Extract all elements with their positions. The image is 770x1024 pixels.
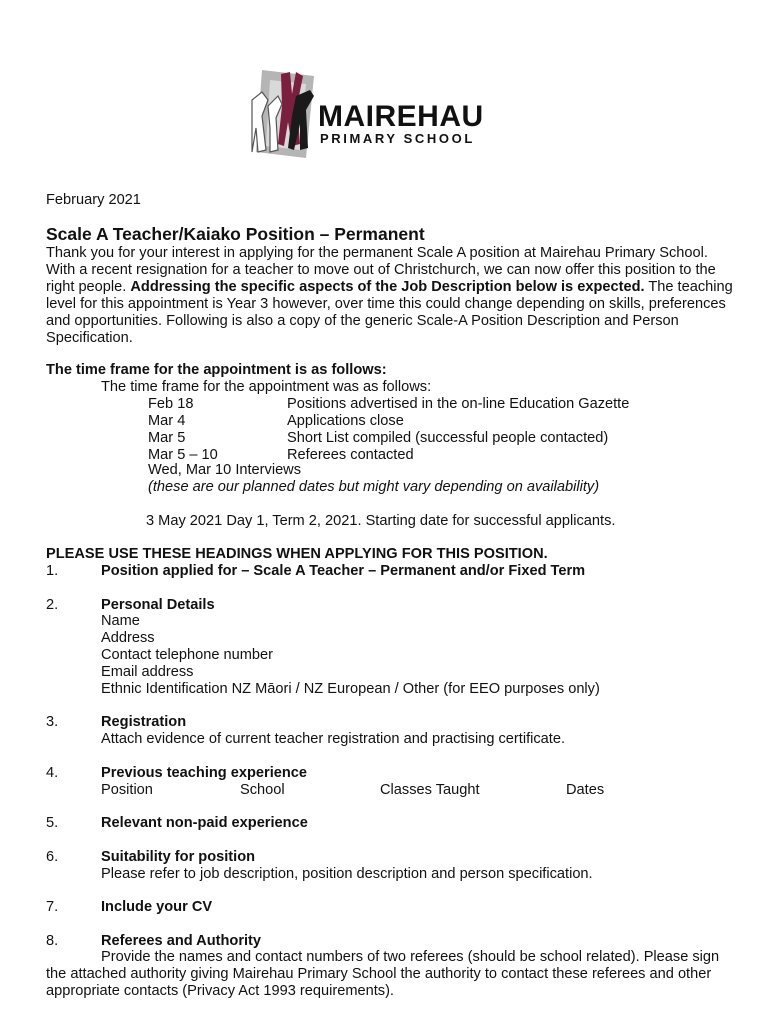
section-title: Referees and Authority	[101, 933, 262, 949]
schedule-date: Mar 4	[148, 413, 186, 429]
schedule-note: (these are our planned dates but might vary depending on availability)	[148, 479, 600, 495]
section-text: Please refer to job description, position description and person specification.	[101, 866, 593, 882]
intro-bold-text: Addressing the specific aspects of the Job Description below is expected.	[130, 278, 645, 295]
section-number: 3.	[46, 714, 59, 730]
section-paragraph	[46, 949, 736, 1000]
schedule-task: Applications close	[287, 413, 404, 429]
schedule-date: Feb 18	[148, 396, 194, 412]
section-line: Name	[101, 613, 140, 629]
section-title: Registration	[101, 714, 187, 730]
section-text: Provide the names and contact numbers of two referees (should be school related). Please sign the attached authority giving Mairehau Primary School the authority to contact these referees and other appropriate contacts (Privacy Act 1993 requirements).	[46, 949, 720, 999]
schedule-date: Mar 5	[148, 430, 186, 446]
column-label: School	[240, 782, 285, 798]
section-title: Position applied for – Scale A Teacher – Permanent and/or Fixed Term	[101, 563, 586, 579]
section-line: Ethnic Identification NZ Māori / NZ European / Other (for EEO purposes only)	[101, 681, 600, 697]
section-number: 2.	[46, 597, 59, 613]
column-label: Classes Taught	[380, 782, 480, 798]
intro-text-1: Thank you for your interest in applying for the permanent Scale A position at Mairehau Primary School. With a recent resignation for a teacher to move out of Christchurch, we can now offer this position to the right people.	[46, 245, 716, 295]
schedule-task: Positions advertised in the on-line Education Gazette	[287, 396, 630, 412]
schedule-task: Short List compiled (successful people contacted)	[287, 430, 609, 446]
letter-date: February 2021	[46, 192, 141, 208]
timeframe-heading: The time frame for the appointment is as follows:	[46, 362, 387, 378]
interviews-line: Wed, Mar 10 Interviews	[148, 462, 302, 478]
logo-name: MAIREHAU	[318, 100, 484, 133]
section-line: Contact telephone number	[101, 647, 273, 663]
logo-subtitle: PRIMARY SCHOOL	[320, 131, 475, 146]
intro-paragraph	[46, 245, 736, 346]
section-number: 6.	[46, 849, 59, 865]
section-line: Email address	[101, 664, 194, 680]
headings-title: PLEASE USE THESE HEADINGS WHEN APPLYING FOR THIS POSITION.	[46, 546, 548, 562]
school-logo	[248, 66, 498, 162]
schedule-date: Mar 5 – 10	[148, 447, 218, 463]
section-title: Previous teaching experience	[101, 765, 308, 781]
section-text: Attach evidence of current teacher registration and practising certificate.	[101, 731, 565, 747]
timeframe-subheading: The time frame for the appointment was as follows:	[101, 379, 432, 395]
page-title: Scale A Teacher/Kaiako Position – Permanent	[46, 224, 425, 244]
start-date-line: 3 May 2021 Day 1, Term 2, 2021. Starting date for successful applicants.	[146, 513, 616, 529]
section-title: Relevant non-paid experience	[101, 815, 308, 831]
intro-text-2: The teaching level for this appointment is Year 3 however, over time this could change depending on skills, preferences and opportunities. Following is also a copy of the generic Scale-A Position Description and Person Specification.	[46, 278, 733, 346]
section-title: Suitability for position	[101, 849, 256, 865]
section-number: 7.	[46, 899, 59, 915]
section-title: Include your CV	[101, 899, 213, 915]
section-title: Personal Details	[101, 597, 215, 613]
section-number: 1.	[46, 563, 59, 579]
section-number: 5.	[46, 815, 59, 831]
section-number: 4.	[46, 765, 59, 781]
experience-columns	[101, 782, 621, 799]
column-label: Position	[101, 782, 153, 798]
section-line: Address	[101, 630, 155, 646]
schedule-task: Referees contacted	[287, 447, 414, 463]
section-number: 8.	[46, 933, 59, 949]
column-label: Dates	[566, 782, 605, 798]
